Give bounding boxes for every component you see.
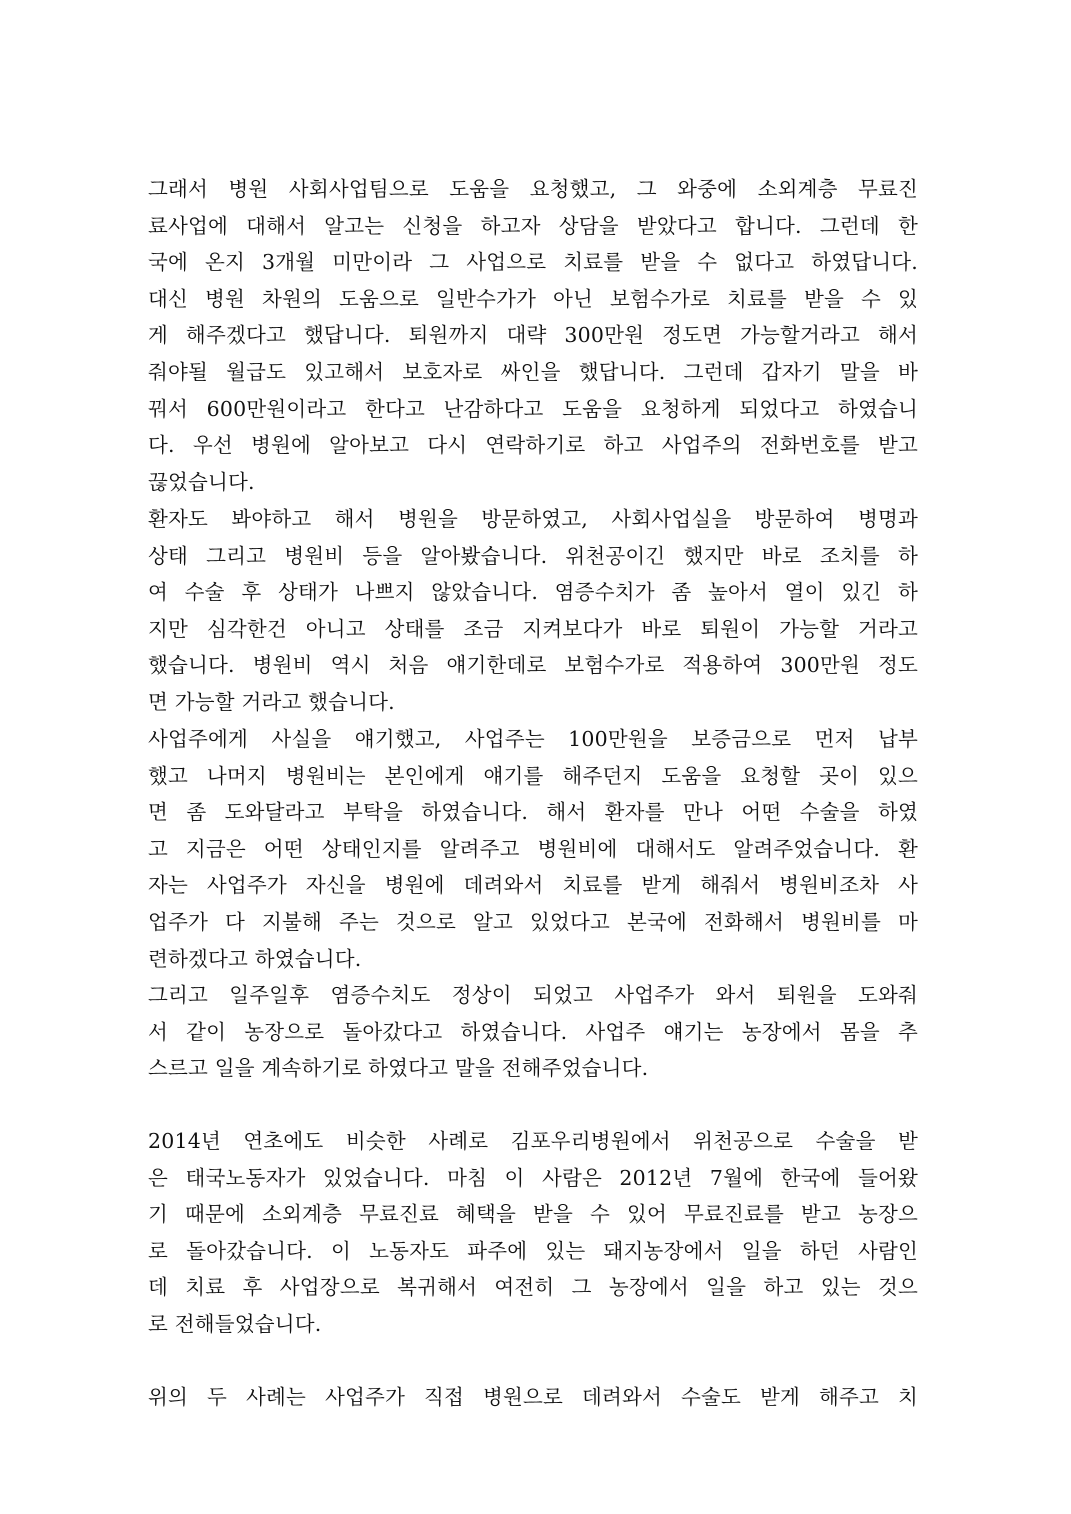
text-line: 여 수술 후 상태가 나쁘지 않았습니다. 염증수치가 좀 높아서 열이 있긴 하 xyxy=(148,580,918,605)
text-line: 로 돌아갔습니다. 이 노동자도 파주에 있는 돼지농장에서 일을 하던 사람인 xyxy=(148,1238,918,1263)
text-line: 면 좀 도와달라고 부탁을 하였습니다. 해서 환자를 만나 어떤 수술을 하였 xyxy=(148,800,918,825)
text-line: 로 전해들었습니다. xyxy=(148,1311,322,1336)
text-line: 면 가능할 거라고 했습니다. xyxy=(148,689,395,714)
text-line: 꿔서 600만원이라고 한다고 난감하다고 도움을 요청하게 되었다고 하였습니 xyxy=(148,396,918,421)
text-line: 끊었습니다. xyxy=(148,469,255,494)
text-line: 상태 그리고 병원비 등을 알아봤습니다. 위천공이긴 했지만 바로 조치를 하 xyxy=(148,543,918,568)
text-line: 환자도 봐야하고 해서 병원을 방문하였고, 사회사업실을 방문하여 병명과 xyxy=(148,507,918,531)
text-line: 고 지금은 어떤 상태인지를 알려주고 병원비에 대해서도 알려주었습니다. 환 xyxy=(148,836,918,861)
text-line: 게 해주겠다고 했답니다. 퇴원까지 대략 300만원 정도면 가능할거라고 해서 xyxy=(148,323,918,348)
paragraph-4 xyxy=(148,977,918,1087)
text-line: 은 태국노동자가 있었습니다. 마침 이 사람은 2012년 7월에 한국에 들어왔 xyxy=(148,1165,918,1190)
paragraph-2 xyxy=(148,501,918,721)
text-line: 사업주에게 사실을 얘기했고, 사업주는 100만원을 보증금으로 먼저 납부 xyxy=(148,727,918,751)
paragraph-1 xyxy=(148,171,918,500)
text-line: 국에 온지 3개월 미만이라 그 사업으로 치료를 받을 수 없다고 하였답니다. xyxy=(148,250,918,275)
text-line: 했습니다. 병원비 역시 처음 얘기한데로 보험수가로 적용하여 300만원 정도 xyxy=(148,653,918,678)
text-line: 련하겠다고 하였습니다. xyxy=(148,946,362,971)
paragraph-3 xyxy=(148,721,918,977)
text-line: 서 같이 농장으로 돌아갔다고 하였습니다. 사업주 얘기는 농장에서 몸을 추 xyxy=(148,1019,918,1044)
text-line: 다. 우선 병원에 알아보고 다시 연락하기로 하고 사업주의 전화번호를 받고 xyxy=(148,433,918,458)
text-line: 그래서 병원 사회사업팀으로 도움을 요청했고, 그 와중에 소외계층 무료진 xyxy=(148,177,918,201)
text-line: 대신 병원 차원의 도움으로 일반수가가 아닌 보험수가로 치료를 받을 수 있 xyxy=(148,286,918,311)
text-line: 료사업에 대해서 알고는 신청을 하고자 상담을 받았다고 합니다. 그런데 한 xyxy=(148,213,918,238)
text-line: 데 치료 후 사업장으로 복귀해서 여전히 그 농장에서 일을 하고 있는 것으 xyxy=(148,1275,918,1300)
text-line: 줘야될 월급도 있고해서 보호자로 싸인을 했답니다. 그런데 갑자기 말을 바 xyxy=(148,359,918,384)
text-line: 스르고 일을 계속하기로 하였다고 말을 전해주었습니다. xyxy=(148,1056,649,1081)
text-line: 지만 심각한건 아니고 상태를 조금 지켜보다가 바로 퇴원이 가능할 거라고 xyxy=(148,616,918,641)
text-line: 기 때문에 소외계층 무료진료 혜택을 받을 수 있어 무료진료를 받고 농장으 xyxy=(148,1202,918,1227)
text-line: 위의 두 사례는 사업주가 직접 병원으로 데려와서 수술도 받게 해주고 치 xyxy=(148,1385,918,1409)
paragraph-5 xyxy=(148,1123,918,1343)
text-line: 했고 나머지 병원비는 본인에게 얘기를 해주던지 도움을 요청할 곳이 있으 xyxy=(148,763,918,788)
text-line: 2014년 연초에도 비슷한 사례로 김포우리병원에서 위천공으로 수술을 받 xyxy=(148,1129,918,1153)
text-line: 업주가 다 지불해 주는 것으로 알고 있었다고 본국에 전화해서 병원비를 마 xyxy=(148,909,918,934)
paragraph-6 xyxy=(148,1379,918,1416)
text-line: 자는 사업주가 자신을 병원에 데려와서 치료를 받게 해줘서 병원비조차 사 xyxy=(148,873,918,898)
text-line: 그리고 일주일후 염증수치도 정상이 되었고 사업주가 와서 퇴원을 도와줘 xyxy=(148,983,918,1007)
